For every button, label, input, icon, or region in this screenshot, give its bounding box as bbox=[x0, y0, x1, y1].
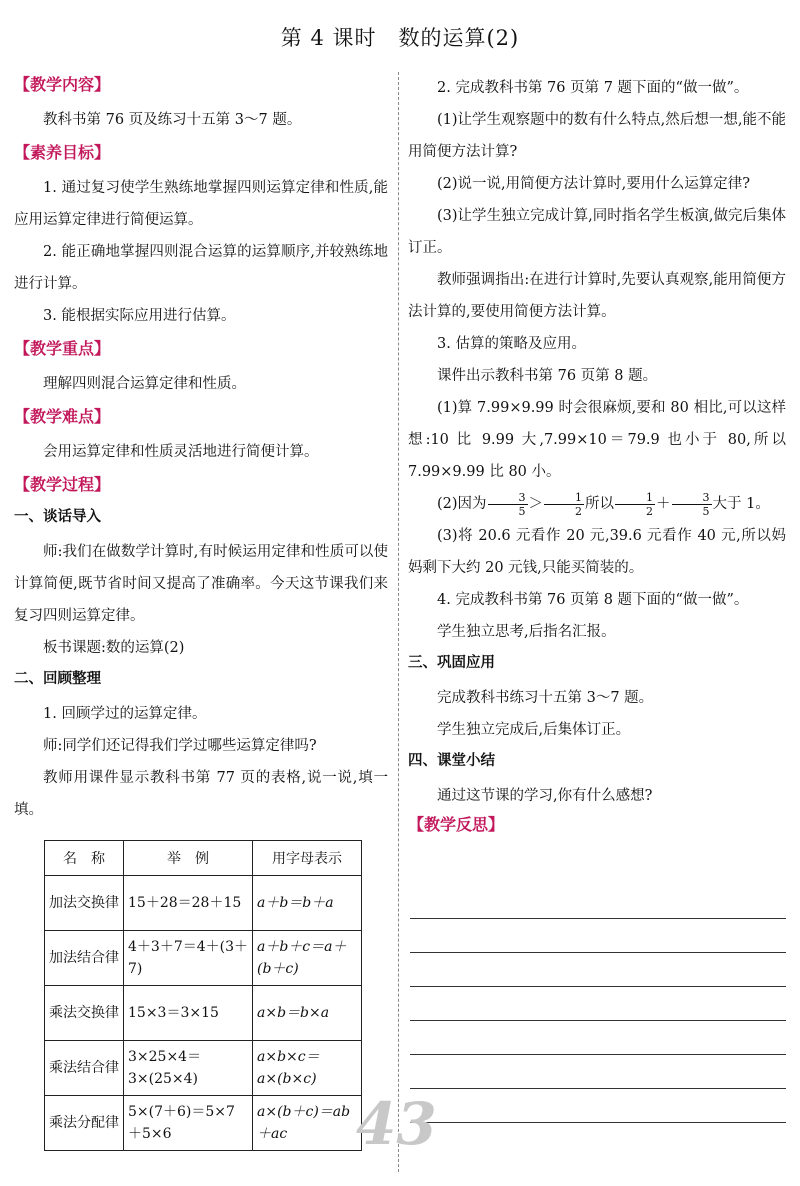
right-para-8: (1)算 7.99×9.99 时会很麻烦,要和 80 相比,可以这样想:10 比 9.99 大,7.99×10＝79.9 也小于 80,所以 7.99×9.99 比 80 小。 bbox=[408, 400, 786, 480]
frac-text-so: 所以 bbox=[585, 496, 615, 512]
writing-line bbox=[410, 1122, 786, 1123]
law-formula: a×b＝b×a bbox=[253, 986, 362, 1041]
step-2-para-3: 教师用课件显示教科书第 77 页的表格,说一说,填一填。 bbox=[14, 770, 388, 818]
right-para-2: (1)让学生观察题中的数有什么特点,然后想一想,能不能用简便方法计算? bbox=[408, 112, 786, 160]
law-name: 加法交换律 bbox=[45, 876, 124, 931]
step-4-title: 四、课堂小结 bbox=[408, 753, 495, 769]
right-para-11: 4. 完成教科书第 76 页第 8 题下面的“做一做”。 bbox=[437, 592, 749, 608]
teaching-content-text: 教科书第 76 页及练习十五第 3～7 题。 bbox=[43, 112, 302, 128]
law-formula: a＋b＝b＋a bbox=[253, 876, 362, 931]
law-name: 乘法交换律 bbox=[45, 986, 124, 1041]
numerator: 3 bbox=[672, 491, 712, 505]
section-process-title: 【教学过程】 bbox=[14, 475, 111, 494]
table-header-name: 名 称 bbox=[45, 841, 124, 876]
right-para-6: 3. 估算的策略及应用。 bbox=[437, 336, 586, 352]
frac-text-pre: (2)因为 bbox=[437, 496, 487, 512]
law-name: 乘法结合律 bbox=[45, 1041, 124, 1096]
law-formula: a×b×c＝a×(b×c) bbox=[253, 1041, 362, 1096]
left-column bbox=[14, 72, 388, 826]
writing-line bbox=[410, 952, 786, 953]
right-para-3: (2)说一说,用简便方法计算时,要用什么运算定律? bbox=[437, 176, 751, 192]
numerator: 1 bbox=[544, 491, 584, 505]
step-1-para-1: 师:我们在做数学计算时,有时候运用定律和性质可以使计算简便,既节省时间又提高了准确率。今天这节课我们来复习四则运算定律。 bbox=[14, 544, 388, 624]
right-para-10: (3)将 20.6 元看作 20 元,39.6 元看作 40 元,所以妈妈剩下大约 20 元钱,只能买简装的。 bbox=[408, 528, 786, 576]
frac-text-post: 大于 1。 bbox=[712, 496, 770, 512]
step-2-para-2: 师:同学们还记得我们学过哪些运算定律吗? bbox=[43, 738, 317, 754]
right-para-1: 2. 完成教科书第 76 页第 7 题下面的“做一做”。 bbox=[437, 80, 749, 96]
goal-1: 1. 通过复习使学生熟练地掌握四则运算定律和性质,能应用运算定律进行简便运算。 bbox=[14, 180, 388, 228]
right-column bbox=[408, 72, 786, 844]
law-example: 5×(7＋6)＝5×7＋5×6 bbox=[124, 1096, 253, 1151]
law-example: 15×3＝3×15 bbox=[124, 986, 253, 1041]
table-header-formula: 用字母表示 bbox=[253, 841, 362, 876]
law-formula: a×(b＋c)＝ab＋ac bbox=[253, 1096, 362, 1151]
table-header-example: 举 例 bbox=[124, 841, 253, 876]
goal-2: 2. 能正确地掌握四则混合运算的运算顺序,并较熟练地进行计算。 bbox=[14, 244, 388, 292]
right-para-7: 课件出示教科书第 76 页第 8 题。 bbox=[437, 368, 658, 384]
denominator: 2 bbox=[575, 504, 583, 518]
section-key-points-title: 【教学重点】 bbox=[14, 339, 111, 358]
table-row bbox=[45, 1096, 362, 1151]
writing-line bbox=[410, 1054, 786, 1055]
reflection-writing-lines bbox=[410, 918, 786, 1156]
fraction-3-5-b bbox=[672, 491, 712, 518]
column-divider bbox=[398, 72, 399, 1172]
law-formula: a＋b＋c＝a＋(b＋c) bbox=[253, 931, 362, 986]
denominator: 5 bbox=[518, 504, 526, 518]
denominator: 2 bbox=[646, 504, 654, 518]
step-1-para-2: 板书课题:数的运算(2) bbox=[43, 640, 185, 656]
law-example: 15＋28＝28＋15 bbox=[124, 876, 253, 931]
writing-line bbox=[410, 986, 786, 987]
right-para-5: 教师强调指出:在进行计算时,先要认真观察,能用简便方法计算的,要使用简便方法计算。 bbox=[408, 272, 786, 320]
table-row bbox=[45, 986, 362, 1041]
section-goals-title: 【素养目标】 bbox=[14, 143, 111, 162]
right-para-15: 通过这节课的学习,你有什么感想? bbox=[437, 788, 653, 804]
section-teaching-content-title: 【教学内容】 bbox=[14, 75, 111, 94]
right-para-13: 完成教科书练习十五第 3～7 题。 bbox=[437, 690, 654, 706]
page-number: 43 bbox=[356, 1090, 437, 1158]
page-title: 第 4 课时 数的运算(2) bbox=[280, 26, 520, 50]
table-row bbox=[45, 876, 362, 931]
step-3-title: 三、巩固应用 bbox=[408, 655, 495, 671]
denominator: 5 bbox=[702, 504, 710, 518]
writing-line bbox=[410, 1088, 786, 1089]
fraction-1-2-b bbox=[615, 491, 655, 518]
step-1-title: 一、谈话导入 bbox=[14, 509, 101, 525]
law-name: 加法结合律 bbox=[45, 931, 124, 986]
numerator: 1 bbox=[615, 491, 655, 505]
law-name: 乘法分配律 bbox=[45, 1096, 124, 1151]
right-para-4: (3)让学生独立完成计算,同时指名学生板演,做完后集体订正。 bbox=[408, 208, 786, 256]
key-points-text: 理解四则混合运算定律和性质。 bbox=[43, 376, 246, 392]
right-para-12: 学生独立思考,后指名汇报。 bbox=[437, 624, 616, 640]
law-example: 4＋3＋7＝4＋(3＋7) bbox=[124, 931, 253, 986]
section-reflection-title: 【教学反思】 bbox=[408, 815, 505, 834]
fraction-3-5 bbox=[488, 491, 528, 518]
section-difficulties-title: 【教学难点】 bbox=[14, 407, 111, 426]
law-example: 3×25×4＝3×(25×4) bbox=[124, 1041, 253, 1096]
numerator: 3 bbox=[488, 491, 528, 505]
fraction-1-2 bbox=[544, 491, 584, 518]
greater-than: ＞ bbox=[528, 496, 544, 512]
step-2-para-1: 1. 回顾学过的运算定律。 bbox=[43, 706, 207, 722]
operation-laws-table bbox=[44, 840, 362, 1151]
writing-line bbox=[410, 918, 786, 919]
difficulties-text: 会用运算定律和性质灵活地进行简便计算。 bbox=[43, 444, 319, 460]
right-para-14: 学生独立完成后,后集体订正。 bbox=[437, 722, 631, 738]
writing-line bbox=[410, 1020, 786, 1021]
table-row bbox=[45, 931, 362, 986]
table-row bbox=[45, 1041, 362, 1096]
goal-3: 3. 能根据实际应用进行估算。 bbox=[43, 308, 236, 324]
table-header-row bbox=[45, 841, 362, 876]
plus-sign: ＋ bbox=[656, 496, 671, 512]
step-2-title: 二、回顾整理 bbox=[14, 671, 101, 687]
right-para-9-fraction-compare bbox=[408, 488, 786, 520]
